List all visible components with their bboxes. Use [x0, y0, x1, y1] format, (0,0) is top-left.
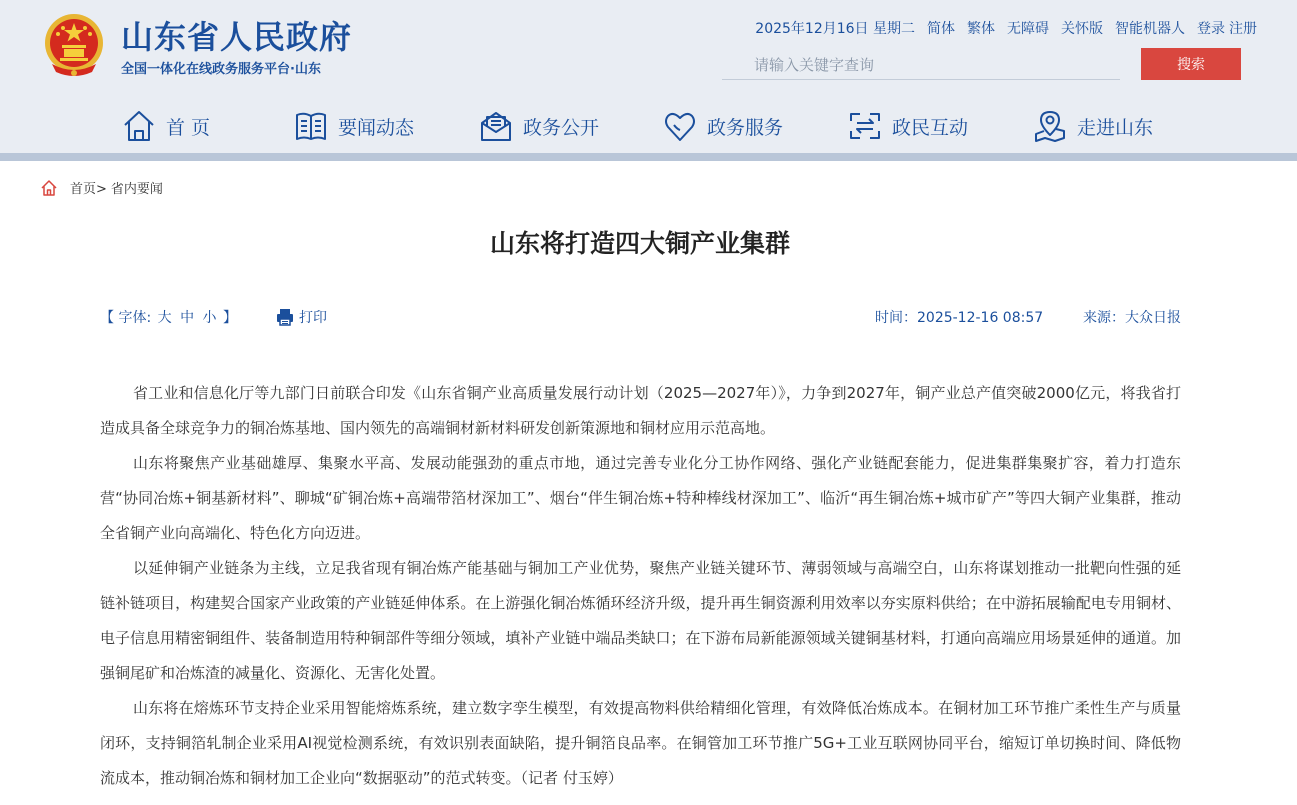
login-link[interactable]: 登录: [1197, 21, 1225, 37]
link-smart-robot[interactable]: 智能机器人: [1115, 21, 1185, 37]
font-size-label: 【 字体:: [100, 310, 152, 326]
breadcrumb: [40, 178, 163, 197]
print-label: 打印: [299, 310, 327, 326]
top-links: [755, 18, 1257, 38]
breadcrumb-current[interactable]: 省内要闻: [110, 182, 163, 197]
paragraph: 山东将在熔炼环节支持企业采用智能熔炼系统，建立数字孪生模型，有效提高物料供给精细化管理，有效降低冶炼成本。在铜材加工环节推广柔性生产与质量闭环，支持铜箔轧制企业采用AI视觉检测系统，有效识别表面缺陷，提升铜箔良品率。在铜管加工环节推广5G+工业互联网协同平台，缩短订单切换时间、降低物流成本，推动铜冶炼和铜材加工企业向“数据驱动”的范式转变。（记者 付玉婷）: [100, 699, 1181, 787]
home-icon: [122, 109, 156, 143]
nav-item-gov-open[interactable]: [479, 105, 599, 147]
link-traditional[interactable]: 繁体: [967, 21, 995, 37]
nav-label-news: 要闻动态: [338, 116, 415, 139]
font-size-control: [100, 307, 237, 327]
print-button[interactable]: [275, 307, 327, 327]
nav-item-home[interactable]: [122, 105, 210, 147]
article-tools: [100, 307, 1181, 329]
font-large-button[interactable]: 大: [157, 310, 172, 326]
location-icon: [1033, 109, 1067, 143]
home-icon[interactable]: [40, 179, 58, 197]
paragraph: 山东将聚焦产业基础雄厚、集聚水平高、发展动能强劲的重点市地，通过完善专业化分工协作网络、强化产业链配套能力，促进集群集聚扩容，着力打造东营“协同冶炼+铜基新材料”、聊城“矿铜冶炼+高端带箔材深加工”、烟台“伴生铜冶炼+特种棒线材深加工”、临沂“再生铜冶炼+城市矿产”等四大铜产业集群，推动全省铜产业向高端化、特色化方向迈进。: [100, 454, 1181, 542]
nav-item-gov-service[interactable]: [663, 105, 783, 147]
main-nav: [0, 105, 1297, 147]
nav-item-shandong[interactable]: [1033, 105, 1153, 147]
nav-label-shandong: 走进山东: [1077, 116, 1154, 139]
font-size-label-close: 】: [222, 310, 237, 326]
paragraph: 以延伸铜产业链条为主线，立足我省现有铜冶炼产能基础与铜加工产业优势，聚焦产业链关键环节、薄弱领域与高端空白，山东将谋划推动一批靶向性强的延链补链项目，构建契合国家产业政策的产业链延伸体系。在上游强化铜冶炼循环经济升级，提升再生铜资源利用效率以夯实原料供给；在中游拓展输配电专用铜材、电子信息用精密铜组件、装备制造用特种铜部件等细分领域，填补产业链中端品类缺口；在下游布局新能源领域关键铜基材料，打通向高端应用场景延伸的通道。加强铜尾矿和冶炼渣的减量化、资源化、无害化处置。: [100, 559, 1181, 682]
link-simplified[interactable]: 简体: [927, 21, 955, 37]
site-title[interactable]: 山东省人民政府: [121, 18, 353, 56]
book-icon: [294, 109, 328, 143]
nav-item-news[interactable]: [294, 105, 414, 147]
link-accessibility[interactable]: 无障碍: [1007, 21, 1049, 37]
register-link[interactable]: 注册: [1229, 21, 1257, 37]
link-care-version[interactable]: 关怀版: [1061, 21, 1103, 37]
site-header: [0, 0, 1297, 153]
nav-item-interaction[interactable]: [848, 105, 968, 147]
publish-time: 时间：2025-12-16 08:57: [875, 310, 1044, 326]
article-title: 山东将打造四大铜产业集群: [489, 229, 790, 258]
font-medium-button[interactable]: 中: [180, 310, 195, 326]
site-subtitle: 全国一体化在线政务服务平台·山东: [121, 62, 321, 77]
nav-label-home: 首 页: [166, 116, 211, 139]
auth-links: [1197, 18, 1257, 38]
paragraph: 省工业和信息化厅等九部门日前联合印发《山东省铜产业高质量发展行动计划（2025—2027年）》，力争到2027年，铜产业总产值突破2000亿元，将我省打造成具备全球竞争力的铜冶炼基地、国内领先的高端铜材新材料研发创新策源地和铜材应用示范高地。: [100, 384, 1181, 437]
printer-icon: [275, 307, 295, 327]
search-button[interactable]: 搜索: [1141, 48, 1241, 80]
font-small-button[interactable]: 小: [202, 310, 217, 326]
mail-open-icon: [479, 109, 513, 143]
interact-icon: [848, 109, 882, 143]
search-box: [722, 50, 1120, 80]
header-divider: [0, 153, 1297, 161]
nav-label-interaction: 政民互动: [892, 116, 969, 139]
heart-icon: [663, 109, 697, 143]
search-input[interactable]: [754, 54, 1114, 76]
national-emblem-icon[interactable]: [42, 12, 106, 80]
breadcrumb-home[interactable]: 首页>: [70, 182, 107, 197]
date-text: 2025年12月16日 星期二: [755, 21, 915, 37]
article-source: 来源：大众日报: [1083, 310, 1181, 326]
nav-label-gov-service: 政务服务: [707, 116, 784, 139]
nav-label-gov-open: 政务公开: [523, 116, 600, 139]
article-body: [100, 376, 1181, 796]
